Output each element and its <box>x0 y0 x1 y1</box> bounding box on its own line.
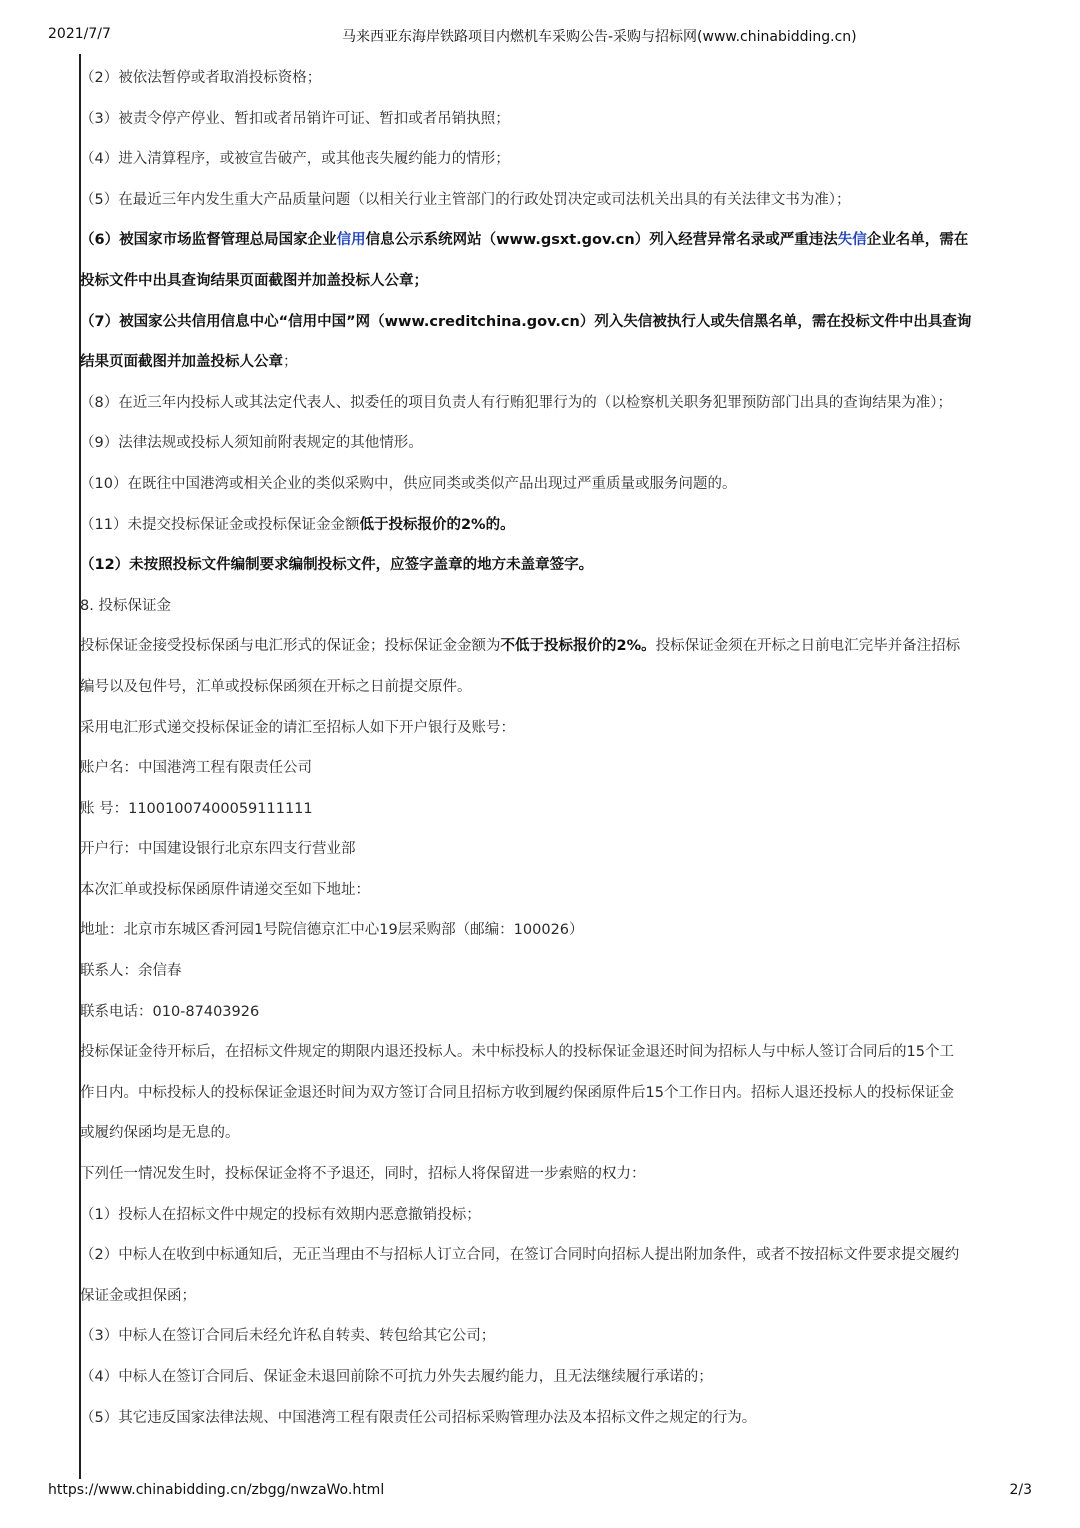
text-segment: （5）在最近三年内发生重大产品质量问题（以相关行业主管部门的行政处罚决定或司法机关出具的有关法律文书为准）； <box>80 191 851 208</box>
text-segment: 8. 投标保证金 <box>80 597 171 614</box>
text-segment: 本次汇单或投标保函原件请递交至如下地址： <box>80 881 370 898</box>
text-segment: 编号以及包件号，汇单或投标保函须在开标之日前提交原件。 <box>80 678 472 695</box>
exclusion-item-6 <box>80 220 1005 261</box>
text-segment: 投标保证金须在开标之日前电汇完毕并备注招标 <box>655 638 961 655</box>
exclusion-item-3 <box>80 99 1005 140</box>
text-segment: 低于投标报价的2%的。 <box>359 516 515 533</box>
exclusion-item-10 <box>80 464 1005 505</box>
text-segment: 保证金或担保函； <box>80 1287 196 1304</box>
text-segment: （12）未按照投标文件编制要求编制投标文件，应签字盖章的地方未盖章签字。 <box>80 557 594 574</box>
text-segment: 或履约保函均是无息的。 <box>80 1125 240 1142</box>
account-number <box>80 789 1005 830</box>
keyword-link[interactable]: 信用 <box>336 232 366 249</box>
address <box>80 910 1005 951</box>
exclusion-item-4 <box>80 139 1005 180</box>
exclusion-item-2 <box>80 58 1005 99</box>
forfeit-item-1 <box>80 1195 1005 1236</box>
text-segment: （2）中标人在收到中标通知后，无正当理由不与招标人订立合同，在签订合同时向招标人提出附加条件，或者不按招标文件要求提交履约 <box>80 1247 960 1264</box>
exclusion-item-9 <box>80 423 1005 464</box>
text-segment: 投标保证金接受投标保函与电汇形式的保证金；投标保证金金额为 <box>80 638 501 655</box>
forfeit-item-3 <box>80 1316 1005 1357</box>
text-segment: （5）其它违反国家法律法规、中国港湾工程有限责任公司招标采购管理办法及本招标文件之规定的行为。 <box>80 1409 757 1426</box>
text-segment: （6）被国家市场监督管理总局国家企业 <box>80 232 337 249</box>
text-segment: 下列任一情况发生时，投标保证金将不予退还，同时，招标人将保留进一步索赔的权力： <box>80 1166 646 1183</box>
exclusion-item-8 <box>80 383 1005 424</box>
text-segment: 信息公示系统网站（www.gsxt.gov.cn）列入经营异常名录或严重违法 <box>365 232 838 249</box>
text-segment: ； <box>283 354 298 371</box>
print-url: https://www.chinabidding.cn/zbgg/nwzaWo.html <box>48 1482 385 1498</box>
exclusion-item-5 <box>80 180 1005 221</box>
text-segment: （9）法律法规或投标人须知前附表规定的其他情形。 <box>80 435 423 452</box>
text-segment: 投标保证金待开标后，在招标文件规定的期限内退还投标人。未中标投标人的投标保证金退还时间为招标人与中标人签订合同后的15个工 <box>80 1044 954 1061</box>
forfeit-intro <box>80 1154 1005 1195</box>
text-segment: 作日内。中标投标人的投标保证金退还时间为双方签订合同且招标方收到履约保函原件后15个工作日内。招标人退还投标人的投标保证金 <box>80 1084 954 1101</box>
exclusion-item-6-cont <box>80 261 1005 302</box>
bank-intro <box>80 708 1005 749</box>
account-name <box>80 748 1005 789</box>
refund-para-cont1 <box>80 1073 1005 1114</box>
exclusion-item-11 <box>80 505 1005 546</box>
forfeit-item-2 <box>80 1235 1005 1276</box>
forfeit-item-4 <box>80 1357 1005 1398</box>
text-segment: （2）被依法暂停或者取消投标资格； <box>80 70 322 86</box>
print-footer <box>0 1482 1080 1504</box>
text-segment: 联系电话：010-87403926 <box>80 1003 260 1020</box>
text-segment: （10）在既往中国港湾或相关企业的类似采购中，供应同类或类似产品出现过严重质量或服务问题的。 <box>80 475 737 492</box>
print-header <box>0 26 1080 48</box>
exclusion-item-7-cont <box>80 342 1005 383</box>
exclusion-item-12 <box>80 545 1005 586</box>
refund-para-cont2 <box>80 1113 1005 1154</box>
text-segment: 地址：北京市东城区香河园1号院信德京汇中心19层采购部（邮编：100026） <box>80 922 584 939</box>
text-segment: 账 号：11001007400059111111 <box>80 800 313 817</box>
text-segment: （3）中标人在签订合同后未经允许私自转卖、转包给其它公司； <box>80 1328 496 1345</box>
text-segment: （1）投标人在招标文件中规定的投标有效期内恶意撤销投标； <box>80 1206 481 1223</box>
page-number: 2/3 <box>1009 1482 1032 1498</box>
text-segment: （4）中标人在签订合同后、保证金未退回前除不可抗力外失去履约能力，且无法继续履行承诺的； <box>80 1369 713 1385</box>
text-segment: 投标文件中出具查询结果页面截图并加盖投标人公章； <box>80 272 428 289</box>
contact-person <box>80 951 1005 992</box>
contact-phone <box>80 992 1005 1033</box>
bond-form-para <box>80 626 1005 667</box>
text-segment: （8）在近三年内投标人或其法定代表人、拟委任的项目负责人有行贿犯罪行为的（以检察机关职务犯罪预防部门出具的查询结果为准）； <box>80 394 952 411</box>
text-segment: 联系人：余信春 <box>80 963 182 980</box>
bond-form-para-cont <box>80 667 1005 708</box>
text-segment: 不低于投标报价的2%。 <box>500 638 656 655</box>
section-8-heading <box>80 586 1005 627</box>
text-segment: 采用电汇形式递交投标保证金的请汇至招标人如下开户银行及账号： <box>80 719 515 736</box>
text-segment: 企业名单，需在 <box>866 232 969 249</box>
forfeit-item-2-cont <box>80 1276 1005 1317</box>
keyword-link[interactable]: 失信 <box>837 232 867 249</box>
text-segment: （4）进入清算程序，或被宣告破产，或其他丧失履约能力的情形； <box>80 151 510 168</box>
refund-para <box>80 1032 1005 1073</box>
text-segment: （3）被责令停产停业、暂扣或者吊销许可证、暂扣或者吊销执照； <box>80 110 510 127</box>
text-segment: 结果页面截图并加盖投标人公章 <box>80 354 283 371</box>
exclusion-item-7 <box>80 302 1005 343</box>
text-segment: 账户名：中国港湾工程有限责任公司 <box>80 760 312 777</box>
forfeit-item-5 <box>80 1398 1005 1439</box>
bank-name <box>80 829 1005 870</box>
text-segment: 开户行：中国建设银行北京东四支行营业部 <box>80 841 356 858</box>
text-segment: （11）未提交投标保证金或投标保证金金额 <box>80 516 360 533</box>
document-body <box>80 58 1005 1438</box>
print-title: 马来西亚东海岸铁路项目内燃机车采购公告-采购与招标网(www.chinabidding.cn) <box>342 29 857 45</box>
mail-intro <box>80 870 1005 911</box>
text-segment: （7）被国家公共信用信息中心“信用中国”网（www.creditchina.gov.cn）列入失信被执行人或失信黑名单，需在投标文件中出具查询 <box>80 313 972 330</box>
print-date: 2021/7/7 <box>48 26 111 42</box>
